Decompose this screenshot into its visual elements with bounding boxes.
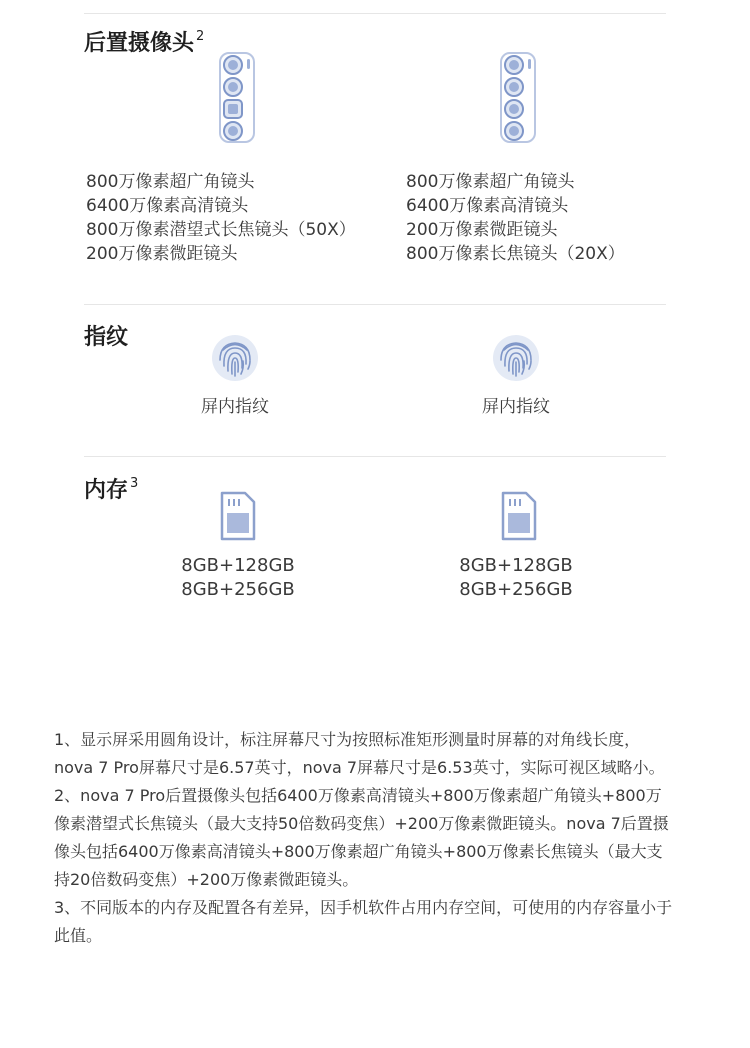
camera-section-title: [84, 26, 204, 57]
camera-spec-line: 6400万像素高清镜头: [406, 196, 569, 216]
rear-camera-icon: [498, 52, 538, 144]
footnote-1: 1、显示屏采用圆角设计，标注屏幕尺寸为按照标准矩形测量时屏幕的对角线长度，nova 7 Pro屏幕尺寸是6.57英寸，nova 7屏幕尺寸是6.53英寸，实际可视区域略小。: [54, 730, 665, 777]
camera-spec-line: 6400万像素高清镜头: [86, 196, 249, 216]
memory-option: 8GB+256GB: [459, 579, 573, 600]
camera-spec-line: 800万像素超广角镜头: [406, 172, 575, 192]
memory-footnote-ref: 3: [130, 475, 139, 491]
fingerprint-title-text: 指纹: [84, 325, 129, 350]
sim-card-icon: [500, 490, 538, 542]
camera-specs-right: [406, 170, 625, 266]
footnote-2: 2、nova 7 Pro后置摄像头包括6400万像素高清镜头+800万像素超广角镜头+800万像素潜望式长焦镜头（最大支持50倍数码变焦）+200万像素微距镜头。nova 7后置摄像头包括6400万像素高清镜头+800万像素超广角镜头+800万像素长焦镜头（最大支持20倍数码变焦）+200万像素微距镜头。: [54, 786, 669, 889]
fingerprint-icon: [492, 334, 540, 382]
fingerprint-caption-left: 屏内指纹: [201, 397, 269, 417]
fingerprint-icon: [211, 334, 259, 382]
divider-camera: [84, 304, 666, 305]
sim-card-icon: [219, 490, 257, 542]
memory-option: 8GB+128GB: [459, 555, 573, 576]
camera-spec-line: 200万像素微距镜头: [406, 220, 558, 240]
footnote-3: 3、不同版本的内存及配置各有差异，因手机软件占用内存空间，可使用的内存容量小于此值。: [54, 898, 673, 945]
divider-fingerprint: [84, 456, 666, 457]
divider-top: [84, 13, 666, 14]
fingerprint-caption-right: 屏内指纹: [482, 397, 550, 417]
memory-options-left: [158, 554, 318, 602]
memory-section-title: [84, 473, 138, 504]
camera-title-text: 后置摄像头: [84, 31, 195, 56]
fingerprint-section-title: [84, 320, 128, 351]
camera-footnote-ref: 2: [196, 28, 205, 44]
footnotes: [54, 726, 676, 950]
memory-title-text: 内存: [84, 478, 129, 503]
camera-spec-line: 800万像素长焦镜头（20X）: [406, 244, 625, 264]
camera-spec-line: 200万像素微距镜头: [86, 244, 238, 264]
camera-spec-line: 800万像素超广角镜头: [86, 172, 255, 192]
memory-option: 8GB+256GB: [181, 579, 295, 600]
memory-option: 8GB+128GB: [181, 555, 295, 576]
memory-options-right: [436, 554, 596, 602]
camera-specs-left: [86, 170, 356, 266]
rear-camera-icon: [217, 52, 257, 144]
camera-spec-line: 800万像素潜望式长焦镜头（50X）: [86, 220, 356, 240]
